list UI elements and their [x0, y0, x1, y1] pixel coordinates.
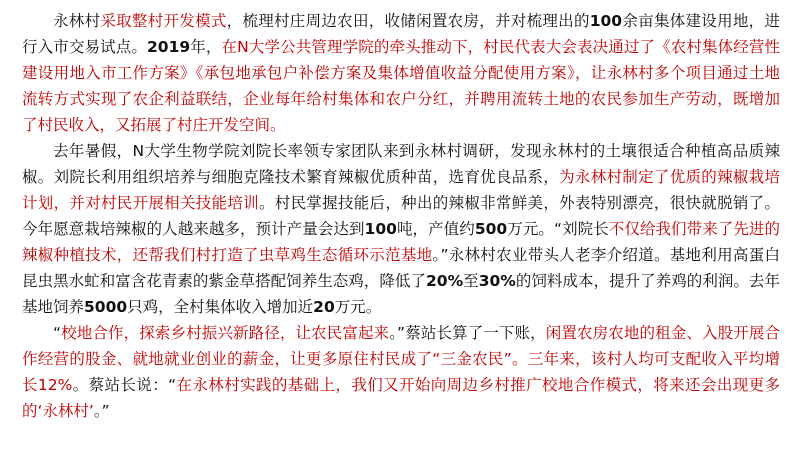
highlighted-text: 在永林村实践的基础上，我们又开始向周边乡村推广校地合作模式，将来还会出现更多的‘永林村’: [22, 376, 780, 420]
paragraph-3: [22, 320, 780, 424]
text-run: 永林村: [53, 12, 101, 30]
text-run: 。”蔡站长算了一下账，: [389, 324, 546, 342]
paragraph-2: [22, 138, 780, 320]
text-run: ，梳理村庄周边农田，收储闲置农房，并对梳理出的: [226, 12, 590, 30]
text-run: 。”永林村农业带头人老李介绍道。基地利用高蛋白昆虫黑水虻和富含花青素的紫金草搭配饲养生态鸡，降低了: [22, 246, 780, 290]
number-text: 5000: [84, 298, 128, 316]
text-run: 去年暑假，N大学生物学院刘院长率领专家团队来到永林村调研，发现永林村的土壤很适合种植高品质辣椒。刘院长利用组织培养与细胞克隆技术繁育辣椒优质种苗，选育优良品系，: [22, 142, 780, 186]
number-text: 500: [474, 220, 508, 238]
text-run: 至: [463, 272, 479, 290]
number-text: 20: [313, 298, 335, 316]
number-text: 2019: [147, 38, 191, 56]
text-run: 万元。“刘院长: [507, 220, 609, 238]
text-run: 年，: [190, 38, 222, 56]
text-run: 。”: [93, 402, 110, 420]
number-text: 20%: [426, 272, 464, 290]
text-run: 的饲料成本，提升了养鸡的利润。去年基地饲养: [22, 272, 780, 316]
highlighted-text: 为永林村制定了优质的辣椒栽培计划，并对村民开展相关技能培训: [22, 168, 780, 212]
highlighted-text: 不仅给我们带来了先进的辣椒种植技术，还帮我们村打造了虫草鸡生态循环示范基地: [22, 220, 780, 264]
text-run: 吨，产值约: [396, 220, 475, 238]
text-run: “: [53, 324, 62, 342]
text-run: 。蔡站长说：“: [72, 376, 177, 394]
paragraph-1: [22, 8, 780, 138]
text-run: 余亩集体建设用地，进行入市交易试点。: [22, 12, 780, 56]
number-text: 100: [589, 12, 623, 30]
text-run: 只鸡，全村集体收入增加近: [127, 298, 314, 316]
highlighted-text: 在N大学公共管理学院的牵头推动下，村民代表大会表决通过了《农村集体经营性建设用地入市工作方案》《承包地承包户补偿方案及集体增值收益分配使用方案》，让永林村多个项目通过土地流转方式实现了农企利益联结，企业每年给村集体和农户分红，并聘用流转土地的农民参加生产劳动，既增加了村民收入，又拓展了村庄开发空间。: [22, 38, 780, 134]
text-run: 。村民掌握技能后，种出的辣椒非常鲜美，外表特别漂亮，很快就脱销了。今年愿意栽培辣椒的人越来越多，预计产量会达到: [22, 194, 780, 238]
number-text: 30%: [478, 272, 516, 290]
number-text: 100: [364, 220, 397, 238]
highlighted-text: 闲置农房农地的租金、入股开展合作经营的股金、就地就业创业的薪金，让更多原住村民成了“三金农民”。三年来，该村人均可支配收入平均增长12%: [22, 324, 780, 394]
highlighted-text: 校地合作，探索乡村振兴新路径，让农民富起来: [61, 324, 390, 342]
document-page: [22, 8, 780, 462]
highlighted-text: 采取整村开发模式: [100, 12, 227, 30]
text-run: 万元。: [334, 298, 382, 316]
